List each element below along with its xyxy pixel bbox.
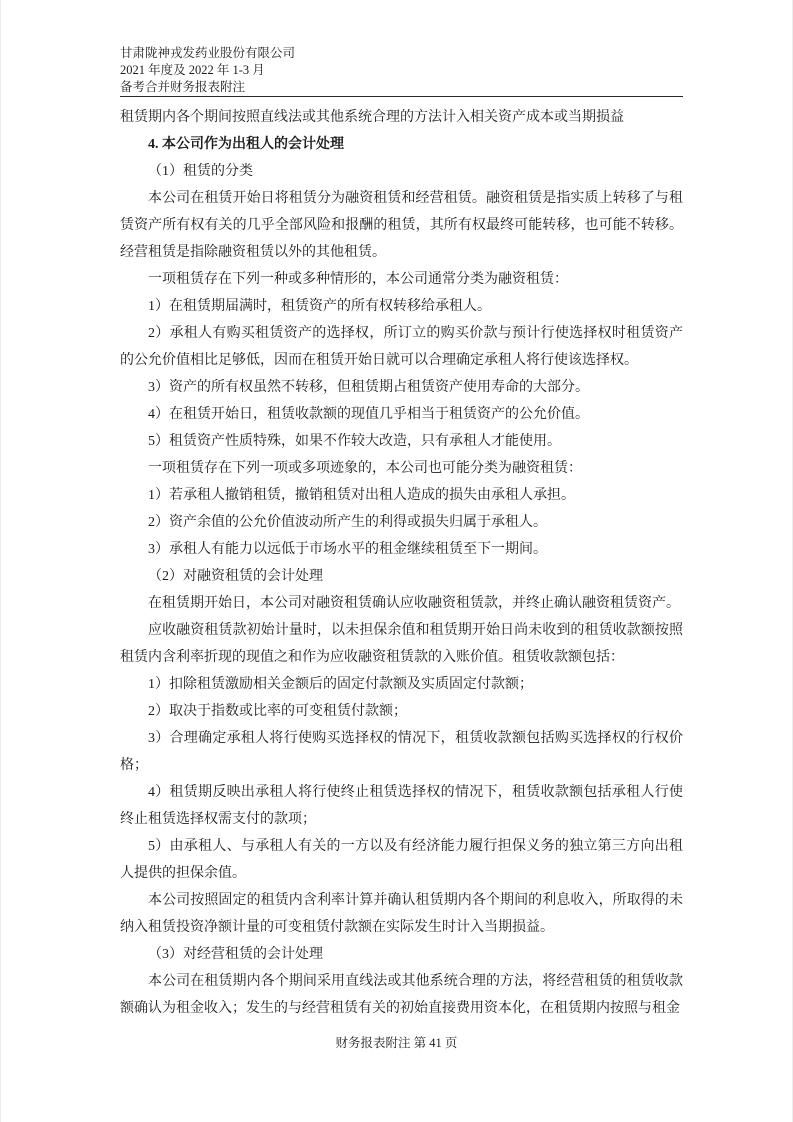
paragraph: 本公司在租赁开始日将租赁分为融资租赁和经营租赁。融资租赁是指实质上转移了与租赁资产所有权有关的几乎全部风险和报酬的租赁，其所有权最终可能转移，也可能不转移。经营租赁是指除融资租赁以外的其他租赁。 [120,191,683,260]
paragraph: 4）在租赁开始日，租赁收款额的现值几乎相当于租赁资产的公允价值。 [148,407,589,422]
footer-page-label: 财务报表附注 第 41 页 [335,1036,458,1050]
paragraph: 1）若承租人撤销租赁，撤销租赁对出租人造成的损失由承租人承担。 [148,488,575,503]
paragraph: 租赁期内各个期间按照直线法或其他系统合理的方法计入相关资产成本或当期损益 [120,110,624,125]
paragraph: 2）资产余值的公允价值波动所产生的利得或损失归属于承租人。 [148,515,547,530]
paragraph: （3）对经营租赁的会计处理 [148,947,323,962]
paragraph: 4）租赁期反映出承租人将行使终止租赁选择权的情况下，租赁收款额包括承租人行使终止租赁选择权需支付的款项； [120,785,683,827]
paragraph: 1）在租赁期届满时，租赁资产的所有权转移给承租人。 [148,299,491,314]
page-footer [0,1034,793,1052]
paragraph: 应收融资租赁款初始计量时，以未担保余值和租赁期开始日尚未收到的租赁收款额按照租赁内含利率折现的现值之和作为应收融资租赁款的入账价值。租赁收款额包括： [120,623,683,665]
section-heading: 4. 本公司作为出租人的会计处理 [148,137,344,152]
paragraph: 一项租赁存在下列一项或多项迹象的，本公司也可能分类为融资租赁： [148,461,582,476]
paragraph: 在租赁期开始日，本公司对融资租赁确认应收融资租赁款，并终止确认融资租赁资产。 [148,596,680,611]
paragraph: 5）由承租人、与承租人有关的一方以及有经济能力履行担保义务的独立第三方向出租人提供的担保余值。 [120,839,683,881]
paragraph: 2）取决于指数或比率的可变租赁付款额； [148,704,407,719]
paragraph: 本公司按照固定的租赁内含利率计算并确认租赁期内各个期间的利息收入，所取得的未纳入租赁投资净额计量的可变租赁付款额在实际发生时计入当期损益。 [120,893,683,935]
paragraph: 2）承租人有购买租赁资产的选择权，所订立的购买价款与预计行使选择权时租赁资产的公允价值相比足够低，因而在租赁开始日就可以合理确定承租人将行使该选择权。 [120,326,683,368]
paragraph: 一项租赁存在下列一种或多种情形的，本公司通常分类为融资租赁： [148,272,568,287]
header-divider [120,96,683,97]
document-title: 备考合并财务报表附注 [120,80,246,94]
paragraph: 本公司在租赁期内各个期间采用直线法或其他系统合理的方法，将经营租赁的租赁收款额确认为租金收入；发生的与经营租赁有关的初始直接费用资本化，在租赁期内按照与租金 [120,974,683,1016]
paragraph: 3）承租人有能力以远低于市场水平的租金继续租赁至下一期间。 [148,542,547,557]
paragraph: （2）对融资租赁的会计处理 [148,569,323,584]
paragraph: 3）合理确定承租人将行使购买选择权的情况下，租赁收款额包括购买选择权的行权价格； [120,731,683,773]
paragraph: （1）租赁的分类 [148,164,253,179]
paragraph: 5）租赁资产性质特殊，如果不作较大改造，只有承租人才能使用。 [148,434,561,449]
paragraph: 3）资产的所有权虽然不转移，但租赁期占租赁资产使用寿命的大部分。 [148,380,589,395]
company-name: 甘肃陇神戎发药业股份有限公司 [120,46,296,60]
page-header [120,45,683,96]
paragraph: 1）扣除租赁激励相关金额后的固定付款额及实质固定付款额； [148,677,533,692]
report-period: 2021 年度及 2022 年 1-3 月 [120,63,265,77]
content [120,104,683,1029]
